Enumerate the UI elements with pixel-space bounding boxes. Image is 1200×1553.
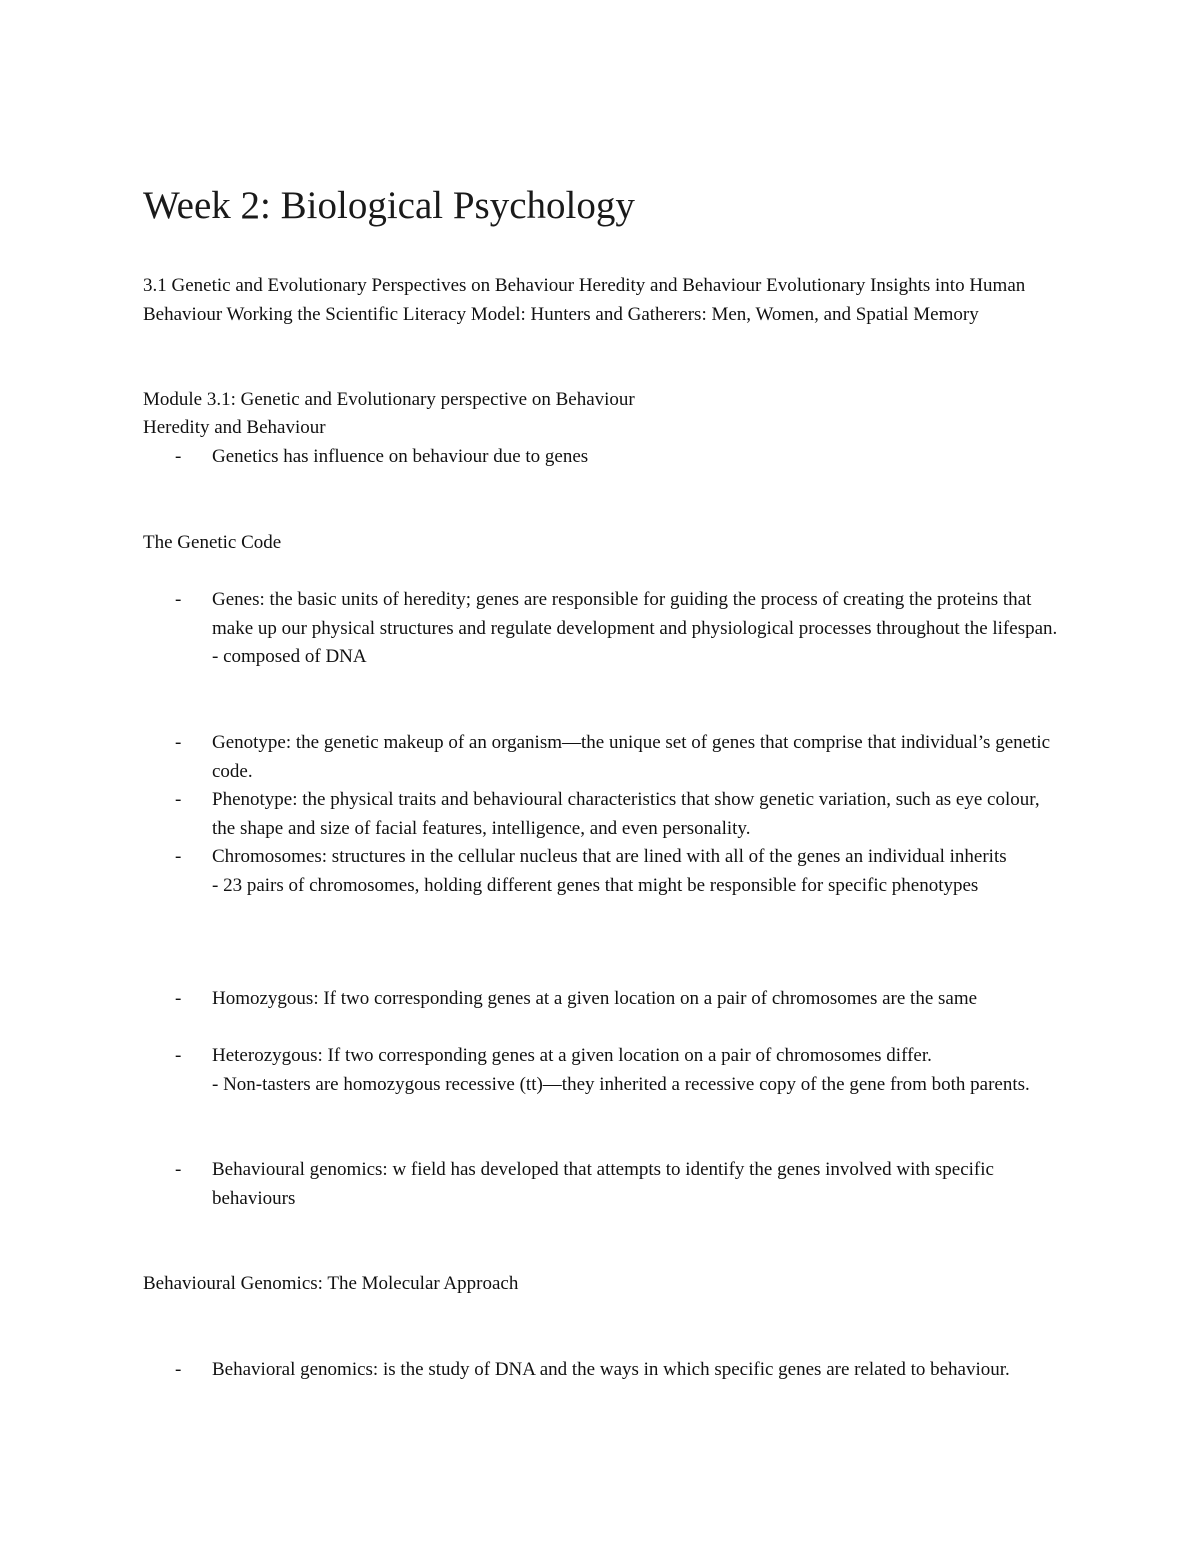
heredity-heading: Heredity and Behaviour — [143, 417, 326, 438]
genomics-heading: Behavioural Genomics: The Molecular Approach — [143, 1273, 519, 1294]
bullet-main-text: Chromosomes: structures in the cellular nucleus that are lined with all of the genes an individual inherits — [212, 846, 1007, 867]
list-item — [175, 1356, 1065, 1385]
bullet-text — [212, 586, 1065, 672]
bullet-dash: - — [175, 789, 182, 810]
bullet-dash: - — [175, 846, 182, 867]
list-item — [175, 843, 1065, 900]
genetic-code-heading: The Genetic Code — [143, 532, 282, 553]
bullet-main-text: Genes: the basic units of heredity; genes are responsible for guiding the process of creating the proteins that make up our physical structures and regulate development and physiological processes throughout the lifespan. — [212, 589, 1058, 639]
bullet-dash: - — [175, 988, 182, 1009]
module-heading: Module 3.1: Genetic and Evolutionary perspective on Behaviour — [143, 389, 635, 410]
bullet-dash: - — [175, 1159, 182, 1180]
list-item — [175, 729, 1065, 786]
bullet-text: Genetics has influence on behaviour due to genes — [212, 446, 589, 467]
list-item — [175, 586, 1065, 672]
bullet-dash: - — [175, 1359, 182, 1380]
list-item — [175, 1156, 1065, 1213]
bullet-sub-text: - composed of DNA — [212, 646, 367, 667]
intro-paragraph: 3.1 Genetic and Evolutionary Perspectives on Behaviour Heredity and Behaviour Evolutionary Insights into Human Behaviour Working the Scientific Literacy Model: Hunters and Gatherers: Men, Women, and Spatial Memory — [143, 275, 1026, 325]
bullet-text: Behavioural genomics: w field has developed that attempts to identify the genes involved with specific behaviours — [212, 1159, 994, 1209]
list-item — [175, 786, 1065, 843]
bullet-text: Behavioral genomics: is the study of DNA and the ways in which specific genes are related to behaviour. — [212, 1359, 1010, 1380]
bullet-dash: - — [175, 589, 182, 610]
bullet-text — [212, 843, 1065, 900]
bullet-main-text: Heterozygous: If two corresponding genes at a given location on a pair of chromosomes differ. — [212, 1045, 932, 1066]
page-title: Week 2: Biological Psychology — [143, 184, 635, 227]
bullet-sub-text: - 23 pairs of chromosomes, holding different genes that might be responsible for specific phenotypes — [212, 874, 979, 896]
list-item — [175, 443, 1065, 472]
bullet-text: Genotype: the genetic makeup of an organism—the unique set of genes that comprise that individual’s genetic code. — [212, 732, 1051, 782]
bullet-dash: - — [175, 1045, 182, 1066]
list-item — [175, 1042, 1065, 1099]
list-item — [175, 985, 1065, 1014]
bullet-dash: - — [175, 446, 182, 467]
bullet-text: Homozygous: If two corresponding genes at a given location on a pair of chromosomes are the same — [212, 988, 978, 1009]
bullet-sub-text: - Non-tasters are homozygous recessive (tt)—they inherited a recessive copy of the gene from both parents. — [212, 1073, 1030, 1095]
bullet-text: Phenotype: the physical traits and behavioural characteristics that show genetic variation, such as eye colour, the shape and size of facial features, intelligence, and even personality. — [212, 789, 1040, 839]
bullet-text — [212, 1042, 1065, 1099]
bullet-dash: - — [175, 732, 182, 753]
